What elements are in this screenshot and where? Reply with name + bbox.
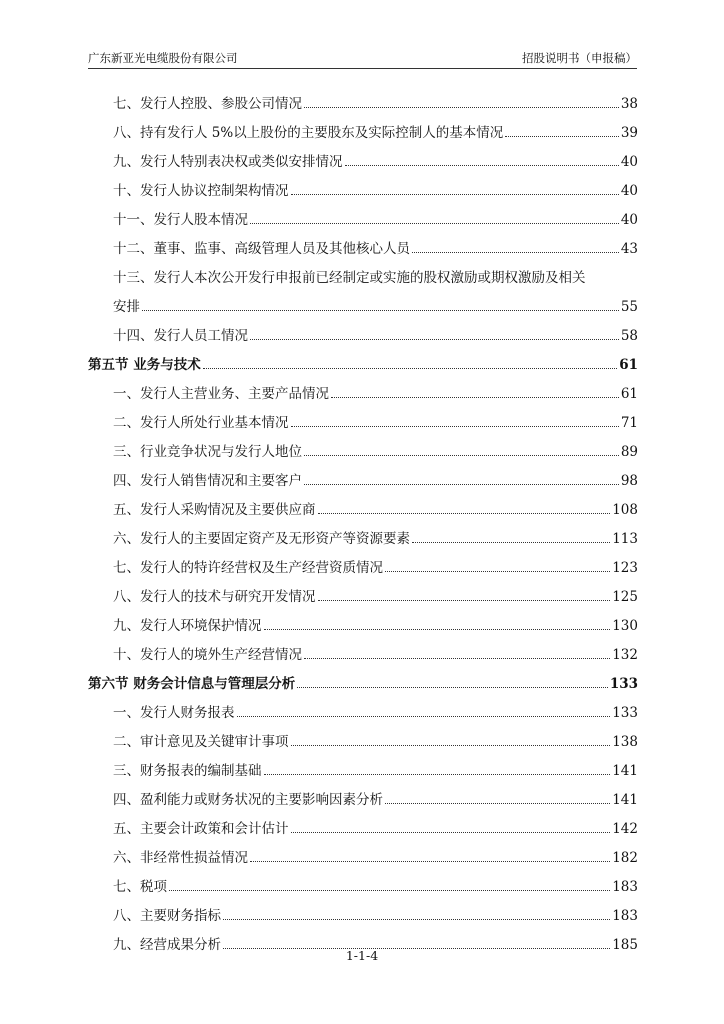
toc-entry-title: 二、发行人所处行业基本情况 (113, 415, 289, 431)
toc-entry-page: 40 (620, 183, 638, 199)
toc-entry[interactable] (88, 518, 638, 547)
toc-entry-page: 61 (620, 386, 638, 402)
toc-entry[interactable] (88, 228, 638, 257)
toc-entry-page: 183 (612, 879, 638, 895)
toc-entry[interactable] (88, 866, 638, 895)
page-footer-number: 1-1-4 (345, 948, 379, 963)
toc-section-title: 第五节 业务与技术 (88, 357, 201, 373)
toc-entry[interactable] (88, 779, 638, 808)
toc-leader (250, 338, 619, 340)
toc-entry-title: 四、发行人销售情况和主要客户 (113, 473, 302, 489)
toc-leader (304, 454, 619, 456)
toc-section[interactable] (88, 663, 638, 692)
toc-entry-title: 安排 (113, 299, 140, 315)
toc-entry-title: 九、经营成果分析 (113, 937, 221, 953)
toc-entry-title: 八、发行人的技术与研究开发情况 (113, 589, 316, 605)
toc-leader (291, 425, 619, 427)
toc-entry-page: 123 (612, 560, 638, 576)
toc-entry-page: 113 (612, 531, 638, 547)
toc-leader (264, 773, 611, 775)
toc-leader (505, 135, 619, 137)
toc-leader (297, 686, 608, 688)
toc-entry-page: 183 (612, 908, 638, 924)
toc-entry-title: 十、发行人协议控制架构情况 (113, 183, 289, 199)
toc-entry-page: 38 (620, 96, 638, 112)
toc-entry-title: 五、主要会计政策和会计估计 (113, 821, 289, 837)
toc-entry-page: 138 (612, 734, 638, 750)
toc-entry[interactable] (88, 634, 638, 663)
toc-entry[interactable] (88, 83, 638, 112)
toc-entry[interactable] (88, 402, 638, 431)
toc-entry-line1[interactable] (88, 257, 638, 286)
toc-entry[interactable] (88, 750, 638, 779)
toc-entry-title: 五、发行人采购情况及主要供应商 (113, 502, 316, 518)
toc-section-page: 133 (609, 676, 638, 692)
toc-entry[interactable] (88, 460, 638, 489)
toc-leader (385, 570, 610, 572)
toc-entry[interactable] (88, 576, 638, 605)
toc-leader (291, 831, 611, 833)
toc-entry[interactable] (88, 170, 638, 199)
toc-entry-page: 40 (620, 212, 638, 228)
toc-entry-title: 六、非经常性损益情况 (113, 850, 248, 866)
toc-entry-title: 七、税项 (113, 879, 167, 895)
toc-section-title: 第六节 财务会计信息与管理层分析 (88, 676, 296, 692)
toc-entry-title: 一、发行人主营业务、主要产品情况 (113, 386, 329, 402)
toc-leader (304, 657, 610, 659)
toc-leader (318, 599, 611, 601)
toc-entry-page: 182 (612, 850, 638, 866)
toc-leader (264, 628, 611, 630)
toc-entry-page: 141 (612, 763, 638, 779)
toc-leader (250, 860, 610, 862)
toc-entry-title: 八、主要财务指标 (113, 908, 221, 924)
toc-entry[interactable] (88, 605, 638, 634)
toc-entry-page: 98 (620, 473, 638, 489)
toc-entry-title: 十、发行人的境外生产经营情况 (113, 647, 302, 663)
toc-entry-page: 40 (620, 154, 638, 170)
toc-entry-page: 43 (620, 241, 638, 257)
toc-leader (237, 715, 611, 717)
toc-entry[interactable] (88, 837, 638, 866)
toc-entry-title: 九、发行人环境保护情况 (113, 618, 262, 634)
header-doc-title: 招股说明书（申报稿） (522, 51, 637, 65)
toc-entry-page: 142 (612, 821, 638, 837)
toc-entry[interactable] (88, 141, 638, 170)
header-company: 广东新亚光电缆股份有限公司 (88, 51, 238, 65)
toc-leader (250, 222, 619, 224)
toc-entry[interactable] (88, 808, 638, 837)
toc-entry-page: 89 (620, 444, 638, 460)
toc-entry-title: 三、财务报表的编制基础 (113, 763, 262, 779)
toc-section-page: 61 (619, 357, 638, 373)
toc-entry[interactable] (88, 692, 638, 721)
toc-entry-title: 七、发行人控股、参股公司情况 (113, 96, 302, 112)
toc-entry-title: 二、审计意见及关键审计事项 (113, 734, 289, 750)
toc-entry[interactable] (88, 721, 638, 750)
toc-entry-title: 六、发行人的主要固定资产及无形资产等资源要素 (113, 531, 410, 547)
toc-entry[interactable] (88, 895, 638, 924)
toc-entry[interactable] (88, 489, 638, 518)
toc-entry-page: 133 (612, 705, 638, 721)
toc-entry-title: 一、发行人财务报表 (113, 705, 235, 721)
toc-entry[interactable] (88, 431, 638, 460)
toc-leader (142, 309, 619, 311)
toc-entry-page: 130 (612, 618, 638, 634)
toc-entry-page: 39 (620, 125, 638, 141)
toc-entry[interactable] (88, 112, 638, 141)
toc-entry-title: 十一、发行人股本情况 (113, 212, 248, 228)
toc-leader (203, 367, 618, 369)
toc-entry-page: 141 (612, 792, 638, 808)
toc-entry[interactable] (88, 547, 638, 576)
toc-entry-title: 三、行业竞争状况与发行人地位 (113, 444, 302, 460)
toc-entry-page: 185 (612, 937, 638, 953)
page-header (88, 50, 637, 69)
toc-entry[interactable] (88, 373, 638, 402)
toc-entry-page: 71 (620, 415, 638, 431)
toc-leader (331, 396, 619, 398)
toc-entry-title: 九、发行人特别表决权或类似安排情况 (113, 154, 343, 170)
toc-entry[interactable] (88, 199, 638, 228)
toc-entry-page: 132 (612, 647, 638, 663)
toc-entry-title: 七、发行人的特许经营权及生产经营资质情况 (113, 560, 383, 576)
toc-entry-title: 十三、发行人本次公开发行申报前已经制定或实施的股权激励或期权激励及相关 (113, 270, 586, 286)
toc-leader (291, 193, 619, 195)
toc-entry-title: 十二、董事、监事、高级管理人员及其他核心人员 (113, 241, 410, 257)
toc-leader (223, 918, 610, 920)
toc-leader (385, 802, 610, 804)
toc-entry-page: 58 (620, 328, 638, 344)
toc-section[interactable] (88, 344, 638, 373)
toc-leader (304, 106, 619, 108)
toc-entry-page: 108 (612, 502, 638, 518)
toc-entry-page: 125 (612, 589, 638, 605)
toc-entry[interactable] (88, 315, 638, 344)
toc-entry-page: 55 (620, 299, 638, 315)
toc-leader (345, 164, 619, 166)
toc-entry-title: 十四、发行人员工情况 (113, 328, 248, 344)
toc-entry-title: 八、持有发行人 5%以上股份的主要股东及实际控制人的基本情况 (113, 125, 504, 141)
toc-leader (318, 512, 611, 514)
table-of-contents (88, 83, 638, 953)
toc-leader (412, 251, 619, 253)
toc-leader (304, 483, 619, 485)
toc-entry-title: 四、盈利能力或财务状况的主要影响因素分析 (113, 792, 383, 808)
toc-leader (169, 889, 610, 891)
toc-entry-line2[interactable] (88, 286, 638, 315)
toc-leader (291, 744, 611, 746)
toc-leader (412, 541, 610, 543)
